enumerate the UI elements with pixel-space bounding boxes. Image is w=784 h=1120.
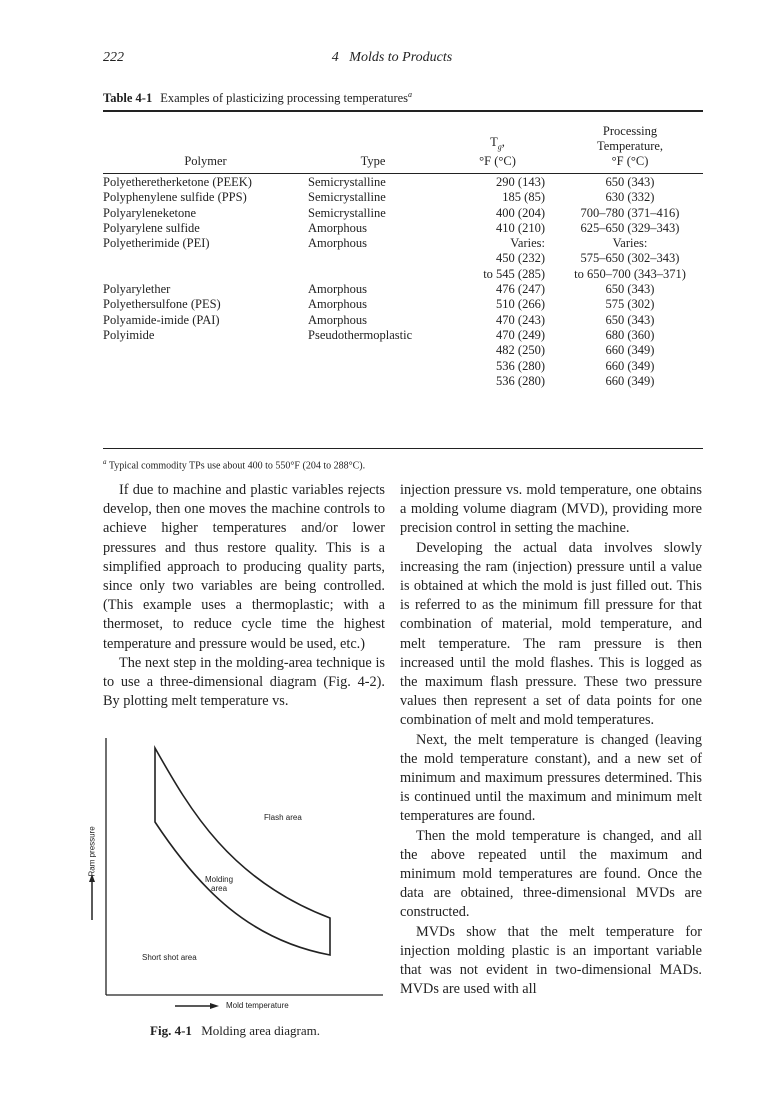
proc-header-line3: °F (°C)	[611, 154, 649, 168]
cell-polymer: Polyimide	[103, 327, 155, 342]
cell-polymer: Polyaryleneketone	[103, 205, 197, 220]
right-paragraph-3: Next, the melt temperature is changed (leaving the mold temperature constant), and a new set of minimum and maximum pressures determined. This is continued until the maximum and minimum melt temperatures are found.	[400, 731, 702, 825]
tg-subscript: g	[497, 142, 502, 151]
figure-molding-area	[80, 730, 390, 1060]
table-row	[103, 313, 703, 328]
cell-tg: 470 (249)	[496, 327, 545, 342]
tg-units: °F (°C)	[479, 154, 516, 168]
table-row	[103, 251, 703, 266]
processing-temperature-table	[103, 115, 703, 389]
x-axis-arrow-icon	[175, 1003, 219, 1009]
cell-processing-temp: Varies:	[612, 236, 648, 251]
tg-symbol: T	[490, 134, 498, 149]
table-header-row	[103, 115, 703, 169]
footnote-text: Typical commodity TPs use about 400 to 550°F (204 to 288°C).	[108, 460, 366, 472]
x-axis-label: Mold temperature	[226, 1001, 289, 1010]
right-text-column	[400, 481, 702, 999]
right-paragraph-2: Developing the actual data involves slowly increasing the ram (injection) pressure until a value is obtained at which the mold is just filled out. This is referred to as the minimum fill pressure for that combination of material, mold temperature, and melt temperature. The ram pressure is then increased until the mold flashes. This is logged as the maximum flash pressure. These two pressure values then represent a set of data points for one combination of melt and mold temperatures.	[400, 539, 702, 729]
left-paragraph-1: If due to machine and plastic variables rejects develop, then one moves the machine controls to achieve higher temperatures and/or lower pressures and thus restore quality. This is a simplified approach to producing quality parts, since only two variables are being controlled. (This example uses a thermoplastic; with a thermoset, to reduce cycle time the highest temperature and pressure would be used, etc.)	[103, 482, 385, 652]
cell-polymer	[103, 251, 308, 266]
cell-polymer	[103, 267, 308, 282]
table-row	[103, 297, 703, 312]
cell-tg: 482 (250)	[496, 343, 545, 358]
col-header-polymer: Polymer	[184, 154, 227, 168]
cell-type	[308, 343, 438, 358]
right-paragraph-1: injection pressure vs. mold temperature, one obtains a molding volume diagram (MVD), providing more precision control in setting the machine.	[400, 482, 702, 537]
col-header-type: Type	[360, 154, 386, 168]
cell-processing-temp: 700–780 (371–416)	[580, 205, 680, 220]
proc-header-line2: Temperature,	[596, 139, 664, 153]
table-title-footnote-mark: a	[408, 90, 413, 99]
table-row	[103, 190, 703, 205]
table-row	[103, 175, 703, 190]
table-row	[103, 328, 703, 343]
cell-processing-temp: 625–650 (329–343)	[580, 220, 680, 235]
cell-tg: 400 (204)	[496, 205, 545, 220]
left-text-column	[103, 481, 385, 711]
cell-processing-temp: 630 (332)	[605, 190, 655, 205]
cell-tg: 510 (266)	[496, 297, 545, 312]
cell-processing-temp: 660 (349)	[605, 343, 655, 358]
cell-type: Amorphous	[308, 282, 368, 297]
cell-type: Amorphous	[308, 236, 368, 251]
table-row	[103, 374, 703, 389]
table-row	[103, 343, 703, 358]
right-paragraph-5: MVDs show that the melt temperature for injection molding plastic is an important variable that was not evident in two-dimensional MADs. MVDs are used with all	[400, 923, 702, 998]
cell-tg: Varies:	[510, 236, 545, 251]
cell-type: Amorphous	[308, 312, 368, 327]
table-row	[103, 267, 703, 282]
table-caption	[103, 90, 412, 106]
cell-tg: 450 (232)	[496, 251, 545, 266]
page-number: 222	[103, 50, 124, 65]
cell-tg: 536 (280)	[496, 358, 545, 373]
table-row	[103, 206, 703, 221]
cell-type: Semicrystalline	[308, 175, 386, 189]
cell-processing-temp: 660 (349)	[605, 373, 655, 388]
cell-polymer: Polyarylether	[103, 282, 171, 297]
cell-tg: 470 (243)	[496, 312, 545, 327]
cell-type	[308, 251, 438, 266]
cell-processing-temp: 650 (343)	[605, 282, 655, 297]
table-row	[103, 221, 703, 236]
cell-polymer	[103, 374, 308, 389]
table-footnote	[103, 458, 365, 471]
y-axis-label: Ram pressure	[87, 826, 97, 877]
cell-processing-temp: 650 (343)	[605, 175, 655, 189]
cell-processing-temp: 575 (302)	[605, 297, 655, 312]
molding-area-label	[205, 875, 233, 893]
figure-label: Fig. 4-1	[150, 1023, 192, 1038]
cell-type	[308, 267, 438, 282]
cell-tg: to 545 (285)	[483, 266, 545, 281]
table-label: Table 4-1	[103, 91, 153, 106]
cell-type: Semicrystalline	[308, 205, 386, 220]
table-bottom-rule	[103, 448, 703, 449]
flash-area-label: Flash area	[264, 813, 302, 822]
figure-caption	[80, 1023, 390, 1039]
cell-polymer: Polyphenylene sulfide (PPS)	[103, 190, 247, 205]
right-paragraph-4: Then the mold temperature is changed, and all the above repeated until the maximum and minimum mold temperatures are found. Once the data are obtained, three-dimensional MVDs are constructed.	[400, 827, 702, 921]
molding-area-label-line2: area	[211, 884, 228, 893]
cell-polymer: Polyarylene sulfide	[103, 220, 200, 235]
molding-area-label-line1: Molding	[205, 875, 234, 884]
cell-tg: 536 (280)	[496, 373, 545, 388]
left-paragraph-2: The next step in the molding-area technique is to use a three-dimensional diagram (Fig. 4-2). By plotting melt temperature vs.	[103, 654, 385, 710]
cell-polymer	[103, 343, 308, 358]
col-header-tg	[438, 115, 557, 169]
cell-polymer: Polyamide-imide (PAI)	[103, 312, 220, 327]
y-axis-arrow-icon	[89, 874, 95, 920]
cell-processing-temp: 575–650 (302–343)	[580, 251, 680, 266]
proc-header-line1: Processing	[602, 124, 658, 138]
cell-type: Semicrystalline	[308, 190, 386, 205]
cell-processing-temp: 680 (360)	[605, 327, 655, 342]
short-shot-area-label: Short shot area	[142, 953, 197, 962]
cell-tg: 185 (85)	[502, 190, 545, 205]
cell-processing-temp: to 650–700 (343–371)	[574, 266, 686, 281]
cell-type	[308, 359, 438, 374]
figure-caption-text: Molding area diagram.	[201, 1023, 320, 1038]
col-header-processing	[557, 115, 703, 169]
table-body	[103, 175, 703, 389]
table-row	[103, 359, 703, 374]
cell-type: Amorphous	[308, 297, 368, 312]
cell-processing-temp: 650 (343)	[605, 312, 655, 327]
cell-type: Amorphous	[308, 220, 368, 235]
cell-processing-temp: 660 (349)	[605, 358, 655, 373]
table-top-rule	[103, 110, 703, 112]
molding-area-outline	[155, 748, 330, 955]
tg-comma: ,	[501, 134, 505, 149]
footnote-mark: a	[103, 458, 107, 466]
cell-polymer	[103, 359, 308, 374]
table-title: Examples of plasticizing processing temperatures	[160, 91, 409, 106]
cell-type	[308, 374, 438, 389]
table-row	[103, 282, 703, 297]
molding-area-diagram	[80, 730, 390, 1020]
table-row	[103, 236, 703, 251]
cell-tg: 410 (210)	[496, 220, 545, 235]
cell-tg: 290 (143)	[496, 175, 545, 189]
cell-type: Pseudothermoplastic	[308, 327, 413, 342]
cell-polymer: Polyetherimide (PEI)	[103, 236, 210, 251]
cell-tg: 476 (247)	[496, 282, 545, 297]
cell-polymer: Polyetheretherketone (PEEK)	[103, 175, 252, 189]
running-head: 4 Molds to Products	[331, 50, 453, 65]
cell-polymer: Polyethersulfone (PES)	[103, 297, 221, 312]
